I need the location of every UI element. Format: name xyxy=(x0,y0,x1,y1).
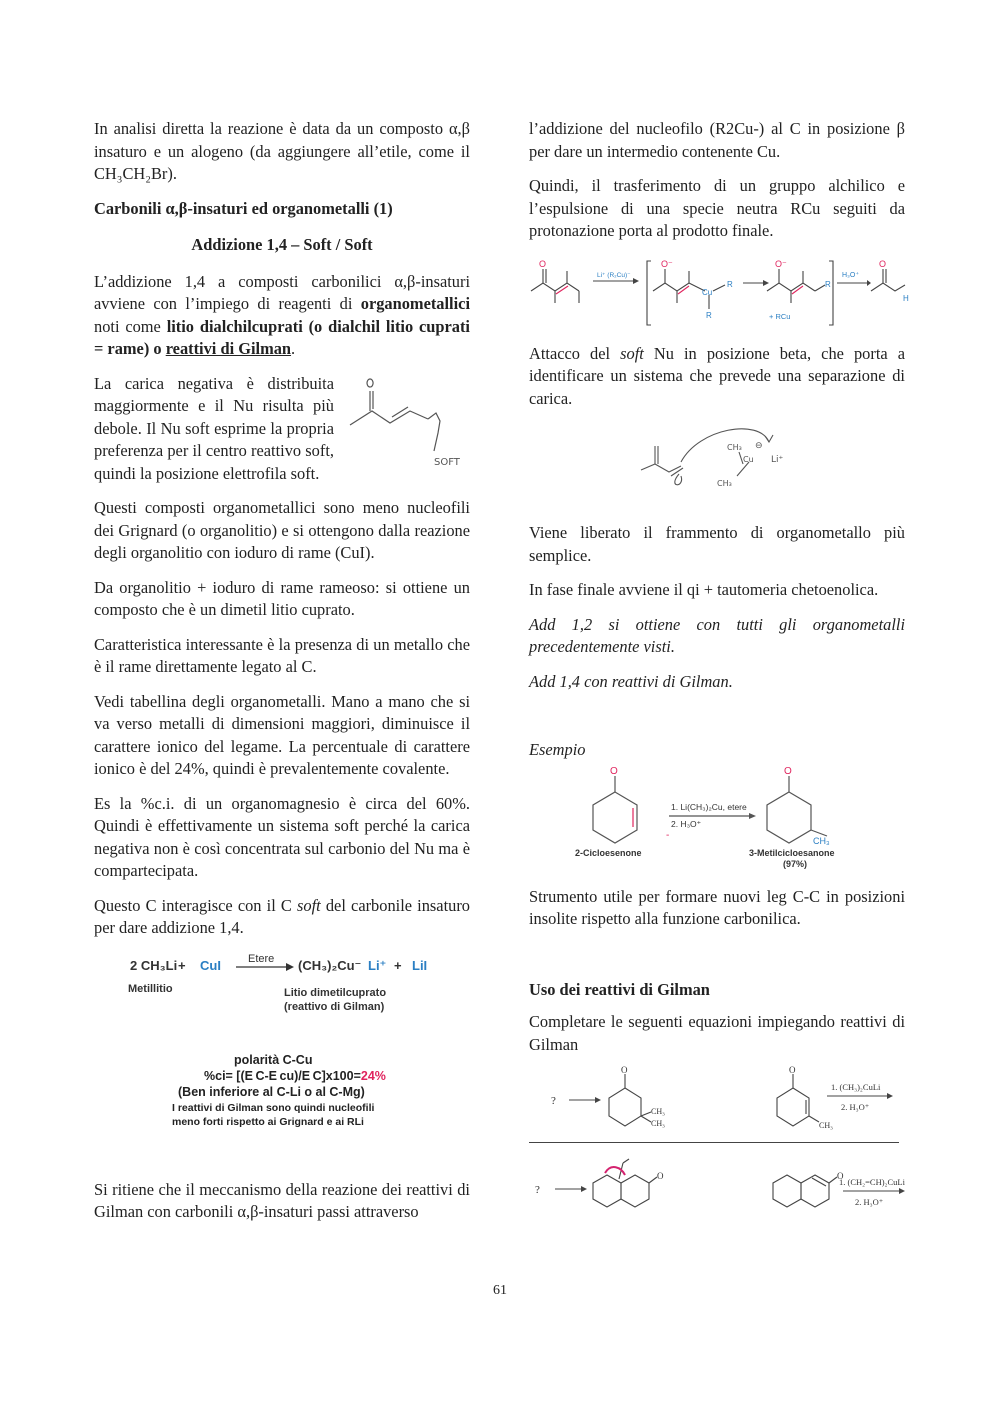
polarity-formula: %ci= [(E C-E cu)/E C]x100=24% xyxy=(204,1068,386,1083)
label-gilman-sub: (reattivo di Gilman) xyxy=(284,1000,385,1013)
polarity-title: polarità C-Cu xyxy=(234,1052,313,1067)
oxygen-label: O xyxy=(789,1065,796,1075)
paragraph: Si ritiene che il meccanismo della reazione dei reattivi di Gilman con carbonili α,β-insaturi passi attraverso xyxy=(94,1179,470,1221)
h3o-label: H₃O⁺ xyxy=(842,271,860,279)
paragraph: l’addizione del nucleofilo (R2Cu-) al C in posizione β per dare un intermedio contenente Cu. xyxy=(529,119,905,161)
reactant-cui: CuI xyxy=(200,957,221,973)
ch3-label: CH₃ xyxy=(651,1119,665,1128)
oxygen-label: O xyxy=(610,765,618,777)
reactant-name: 2-Cicloesenone xyxy=(575,847,642,858)
paragraph: L’addizione 1,4 a composti carbonilici α,β-insaturi avviene con l’impiego di reagenti di organometallici noti come litio dialchilcuprati (o dialchil litio cuprati = rame) o reattivi di Gilman. xyxy=(94,271,470,358)
divider xyxy=(529,1142,899,1143)
example-label: Esempio xyxy=(529,740,586,759)
step-2-label: 2. H₃O⁺ xyxy=(841,1102,870,1112)
oxygen-label: O xyxy=(879,258,887,269)
oxygen-label: O xyxy=(784,765,792,777)
left-column xyxy=(94,118,470,1236)
reagent-label: Li⁺ (R₂Cu)⁻ xyxy=(597,271,631,279)
oxygen-label: O xyxy=(621,1065,628,1075)
paragraph: Questo C interagisce con il C soft del carbonile insaturo per dare addizione 1,4. xyxy=(94,895,470,937)
reactant-ch3li: 2 CH₃Li xyxy=(130,957,178,973)
example-reaction xyxy=(529,765,905,869)
oxygen-label: O⁻ xyxy=(661,258,673,269)
step-2-label: 2. H₃O⁺ xyxy=(671,818,702,829)
paragraph: Completare le seguenti equazioni impiegando reattivi di Gilman xyxy=(529,1012,905,1054)
polarity-note: (Ben inferiore al C-Li o al C-Mg) xyxy=(178,1084,365,1099)
soft-label: SOFT xyxy=(434,456,460,468)
ch3-label: CH₃ xyxy=(819,1121,833,1130)
step-1-label: 1. Li(CH₃)₂Cu, etere xyxy=(671,801,747,812)
product-li: Li⁺ xyxy=(368,957,387,973)
paragraph: Quindi, il trasferimento di un gruppo alchilico e l’espulsione di una specie neutra RCu seguiti da protonazione porta al prodotto finale. xyxy=(529,176,905,240)
r-label: R xyxy=(825,279,831,289)
sketch-li: Li⁺ xyxy=(771,455,784,465)
gilman-formation-reaction xyxy=(94,952,470,1027)
ch3-label: CH₃ xyxy=(651,1107,665,1116)
arrow-head xyxy=(286,963,294,971)
arrow-label: Etere xyxy=(248,952,275,965)
plus-sign: + xyxy=(178,957,186,973)
paragraph: Da organolitio + ioduro di rame rameoso: si ottiene un composto che è un dimetil litio cuprato. xyxy=(94,577,470,619)
plus-sign: + xyxy=(394,957,402,973)
rcu-label: + RCu xyxy=(769,311,791,321)
right-column xyxy=(529,118,909,1231)
section-heading: Carbonili α,β-insaturi ed organometalli (1) xyxy=(94,198,393,218)
paragraph: La carica negativa è distribuita maggiormente e il Nu risulta più debole. Il Nu soft esprime la propria preferenza per il centro reattivo soft, quindi la posizione elettrofila soft. xyxy=(94,373,334,483)
paragraph: Vedi tabellina degli organometalli. Mano a mano che si va verso metalli di dimensioni maggiori, diminuisce il carattere ionico del legame. La percentuale di carattere ionico è del 24%, quindi è prevalentemente covalente. xyxy=(94,691,470,778)
paragraph: Attacco del soft Nu in posizione beta, che porta a identificare un sistema che prevede una separazione di carica. xyxy=(529,343,905,408)
paragraph: Add 1,2 si ottiene con tutti gli organometalli precedentemente visti. xyxy=(529,614,905,656)
soft-attack-sketch xyxy=(529,422,905,506)
r-label: R xyxy=(706,310,712,320)
oxygen-label: O xyxy=(837,1171,844,1181)
paragraph-with-sketch xyxy=(94,373,470,486)
sketch-charge: ⊖ xyxy=(755,441,763,451)
paragraph: Viene liberato il frammento di organometallo più semplice. xyxy=(529,523,905,565)
paragraph: Strumento utile per formare nuovi leg C-C in posizioni insolite rispetto alla funzione carbonilica. xyxy=(529,886,905,928)
step-1-label: 1. (CH₂=CH)₂CuLi xyxy=(839,1177,905,1187)
subsection-heading: Addizione 1,4 – Soft / Soft xyxy=(191,235,373,254)
mechanism-scheme xyxy=(529,255,909,329)
paragraph: In fase finale avviene il qi + tautomeria chetoenolica. xyxy=(529,580,879,599)
oxygen-label: O xyxy=(657,1171,664,1181)
label-gilman: Litio dimetilcuprato xyxy=(284,986,387,999)
h-label: H xyxy=(903,293,909,303)
sketch-ch3: CH₃ xyxy=(717,479,732,488)
section-heading: Uso dei reattivi di Gilman xyxy=(529,979,710,999)
unknown-reactant: ? xyxy=(535,1184,540,1196)
sketch-ch3: CH₃ xyxy=(727,443,742,452)
sketch-cu: Cu xyxy=(743,455,754,464)
exercise-1 xyxy=(529,1065,905,1130)
exercise-2 xyxy=(529,1159,905,1219)
paragraph: Questi composti organometallici sono meno nucleofili dei Grignard (o organolitio) e si ottengono dalla reazione degli organolitio con ioduro di rame (CuI). xyxy=(94,498,470,562)
oxygen-label: O⁻ xyxy=(775,258,787,269)
polarity-note: meno forti rispetto ai Grignard e ai RLi xyxy=(172,1115,364,1128)
paragraph: In analisi diretta la reazione è data da un composto α,β insaturo e un alogeno (da aggiungere all’etile, come il CH₃CH₂Br). xyxy=(94,119,470,183)
ch3-label: CH₃ xyxy=(813,835,830,846)
r-label: R xyxy=(727,279,733,289)
polarity-box xyxy=(94,1039,470,1143)
page-number: 61 xyxy=(493,1283,507,1298)
step-1-label: 1. (CH₃)₂CuLi xyxy=(831,1082,881,1092)
paragraph: Caratteristica interessante è la presenza di un metallo che è il rame direttamente legato al C. xyxy=(94,634,470,676)
step-2-label: 2. H₃O⁺ xyxy=(855,1197,884,1207)
yield-label: (97%) xyxy=(783,858,808,869)
paragraph: Es la %c.i. di un organomagnesio è circa del 60%. Quindi è effettivamente un sistema soft perché la carica negativa non è così concentrata sul carbonio del Nu ma è compartecipata. xyxy=(94,793,470,880)
product-lii: LiI xyxy=(412,957,428,973)
svg-text:-: - xyxy=(666,829,670,841)
paragraph: Add 1,4 con reattivi di Gilman. xyxy=(529,671,733,691)
soft-position-sketch xyxy=(344,373,469,473)
polarity-note: I reattivi di Gilman sono quindi nucleofili xyxy=(172,1101,375,1114)
label-metillitio: Metillitio xyxy=(128,982,173,995)
cu-label: Cu xyxy=(702,287,713,297)
product-name: 3-Metilcicloesanone xyxy=(749,847,835,858)
oxygen-label: O xyxy=(539,258,547,269)
product-cuprate: (CH₃)₂Cu⁻ xyxy=(298,957,362,973)
unknown-reactant: ? xyxy=(551,1095,556,1107)
